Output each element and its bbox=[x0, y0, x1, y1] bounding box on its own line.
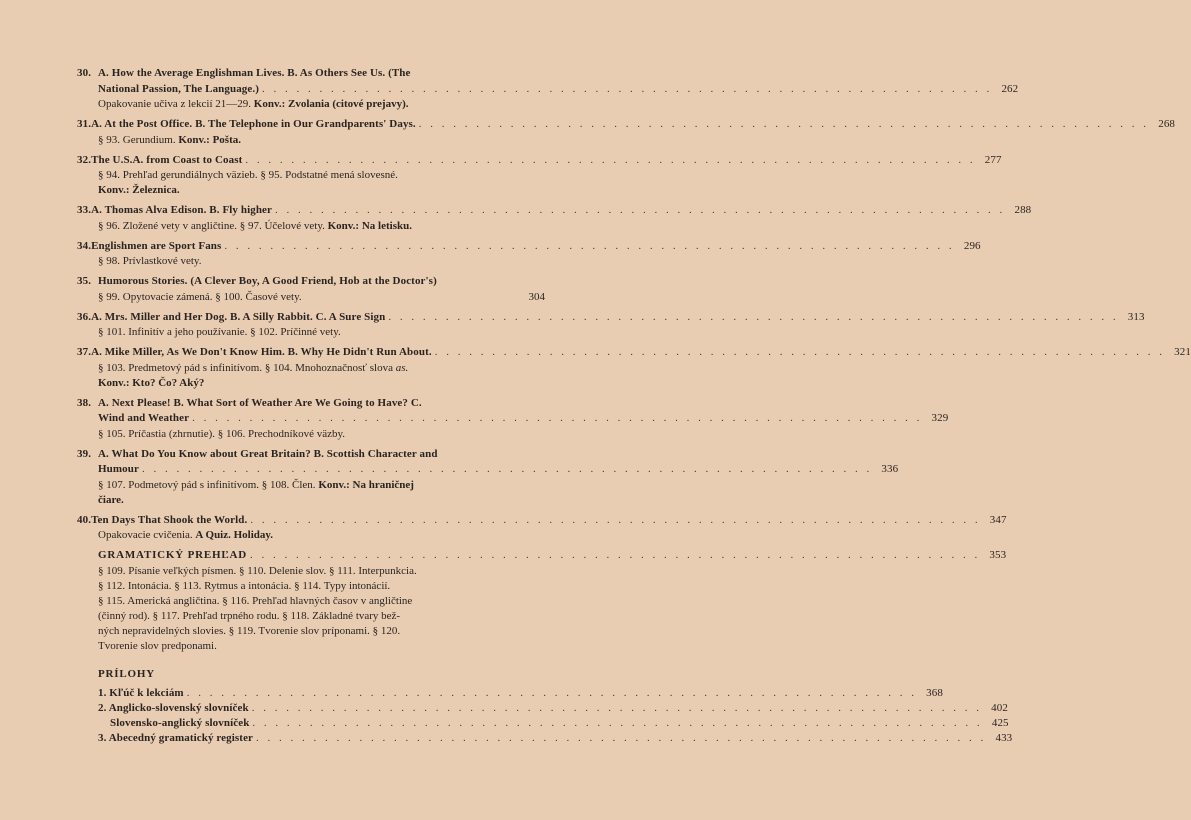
entry-title: Wind and Weather bbox=[98, 412, 190, 424]
entry-title: Humorous Stories. (A Clever Boy, A Good Friend, Hob at the Doctor's) bbox=[98, 275, 437, 287]
toc-entry bbox=[77, 310, 1145, 341]
appendix-item bbox=[77, 686, 943, 701]
appendix-label: Slovensko-anglický slovníček bbox=[110, 716, 250, 729]
toc-entry bbox=[77, 396, 949, 442]
toc-entry bbox=[77, 153, 1002, 199]
entry-page: 304 bbox=[528, 290, 545, 303]
grammar-line: § 115. Americká angličtina. § 116. Prehľad hlavných časov v angličtine bbox=[98, 594, 413, 607]
entry-title: National Passion, The Language.) bbox=[98, 82, 259, 95]
entry-page: 288 bbox=[1014, 204, 1032, 216]
entry-description: § 96. Zložené vety v angličtine. § 97. Účelové vety. Konv.: Na letisku. bbox=[98, 219, 412, 232]
toc-entry bbox=[77, 203, 1032, 234]
grammar-page: 353 bbox=[989, 549, 1007, 561]
entry-number: 34. bbox=[77, 239, 92, 252]
entry-description: § 105. Príčastia (zhrnutie). § 106. Prechodníkové väzby. bbox=[98, 427, 346, 440]
entry-description: čiare. bbox=[98, 493, 124, 506]
entry-title: Humour bbox=[98, 463, 139, 475]
entry-title: Ten Days That Shook the World. bbox=[91, 513, 248, 526]
appendix-title: PRÍLOHY bbox=[98, 667, 155, 680]
appendix-item bbox=[77, 701, 1008, 716]
entry-description: Konv.: Železnica. bbox=[98, 184, 180, 196]
appendix-label: 2. Anglicko-slovenský slovníček bbox=[98, 701, 249, 714]
entry-description: § 93. Gerundium. Konv.: Pošta. bbox=[98, 133, 242, 146]
entry-page: 268 bbox=[1158, 118, 1176, 130]
toc-entry bbox=[77, 447, 899, 508]
entry-title: A. At the Post Office. B. The Telephone in Our Grandparents' Days. bbox=[91, 118, 416, 130]
entry-number: 37. bbox=[77, 346, 92, 358]
toc-entry bbox=[77, 239, 981, 270]
entry-title: A. What Do You Know about Great Britain? B. Scottish Character and bbox=[98, 447, 438, 460]
entry-title: A. How the Average Englishman Lives. B. As Others See Us. (The bbox=[98, 67, 411, 79]
entry-description: § 107. Podmetový pád s infinitívom. § 108. Člen. Konv.: Na hraničnej bbox=[98, 478, 414, 491]
grammar-title: GRAMATICKÝ PREHĽAD bbox=[98, 549, 247, 561]
appendix-section bbox=[77, 667, 1013, 746]
appendix-page: 433 bbox=[995, 731, 1013, 744]
entry-title: A. Next Please! B. What Sort of Weather Are We Going to Have? C. bbox=[98, 396, 422, 409]
appendix-label: 1. Kľúč k lekciám bbox=[98, 686, 184, 699]
grammar-line: § 109. Písanie veľkých písmen. § 110. Delenie slov. § 111. Interpunkcia. bbox=[98, 564, 417, 577]
appendix-item bbox=[77, 731, 1013, 746]
entry-description: § 103. Predmetový pád s infinitívom. § 104. Mnohoznačnosť slova as. bbox=[98, 361, 409, 374]
appendix-item bbox=[77, 716, 1009, 731]
entry-page: 347 bbox=[989, 513, 1007, 526]
toc-entry bbox=[77, 274, 545, 305]
grammar-line: ných nepravidelných slovies. § 119. Tvorenie slov príponami. § 120. bbox=[98, 624, 401, 637]
appendix-label: 3. Abecedný gramatický register bbox=[98, 731, 254, 744]
entry-description: § 101. Infinitív a jeho používanie. § 102. Príčinné vety. bbox=[98, 326, 341, 338]
entry-description: Opakovacie cvičenia. A Quiz. Holiday. bbox=[98, 529, 274, 541]
entry-description: Konv.: Kto? Čo? Aký? bbox=[98, 376, 205, 389]
entry-description: Opakovanie učiva z lekcií 21—29. Konv.: Zvolania (citové prejavy). bbox=[98, 98, 409, 110]
entry-page: 336 bbox=[881, 463, 899, 475]
entry-number: 31. bbox=[77, 118, 92, 130]
appendix-page: 368 bbox=[926, 686, 943, 699]
toc-entry bbox=[77, 66, 1019, 112]
table-of-contents bbox=[77, 66, 1191, 751]
entry-title: A. Thomas Alva Edison. B. Fly higher bbox=[91, 204, 273, 216]
entry-page: 321 bbox=[1174, 346, 1191, 358]
entry-number: 36. bbox=[77, 310, 92, 323]
entry-number: 30. bbox=[77, 67, 92, 79]
entry-number: 40. bbox=[77, 513, 92, 526]
entry-number: 32. bbox=[77, 153, 92, 166]
entry-title: Englishmen are Sport Fans bbox=[91, 239, 222, 252]
grammar-line: § 112. Intonácia. § 113. Rytmus a intonácia. § 114. Typy intonácií. bbox=[98, 579, 391, 592]
chapter-list bbox=[77, 66, 1191, 543]
toc-entry bbox=[77, 345, 1191, 391]
entry-page: 277 bbox=[984, 153, 1002, 166]
entry-description: § 98. Prívlastkové vety. bbox=[98, 255, 202, 267]
entry-number: 35. bbox=[77, 275, 92, 287]
entry-page: 329 bbox=[931, 412, 949, 424]
toc-entry bbox=[77, 117, 1176, 148]
entry-description: § 99. Opytovacie zámená. § 100. Časové vety. 304 bbox=[98, 290, 545, 303]
entry-page: 313 bbox=[1127, 310, 1145, 323]
grammar-line: (činný rod). § 117. Prehľad trpného rodu. § 118. Základné tvary bež- bbox=[98, 609, 401, 622]
entry-page: 296 bbox=[963, 239, 981, 252]
appendix-page: 402 bbox=[991, 701, 1008, 714]
toc-entry bbox=[77, 513, 1007, 544]
entry-title: A. Mike Miller, As We Don't Know Him. B. Why He Didn't Run About. bbox=[91, 346, 432, 358]
entry-title: A. Mrs. Miller and Her Dog. B. A Silly Rabbit. C. A Sure Sign bbox=[91, 310, 386, 323]
appendix-page: 425 bbox=[991, 716, 1009, 729]
entry-title: The U.S.A. from Coast to Coast bbox=[91, 153, 243, 166]
entry-description: § 94. Prehľad gerundiálnych väzieb. § 95. Podstatné mená slovesné. bbox=[98, 169, 398, 181]
entry-number: 33. bbox=[77, 204, 92, 216]
entry-number: 38. bbox=[77, 396, 92, 409]
grammar-line: Tvorenie slov predponami. bbox=[98, 639, 217, 652]
grammar-section bbox=[77, 548, 1007, 654]
entry-number: 39. bbox=[77, 447, 92, 460]
entry-page: 262 bbox=[1001, 82, 1019, 95]
